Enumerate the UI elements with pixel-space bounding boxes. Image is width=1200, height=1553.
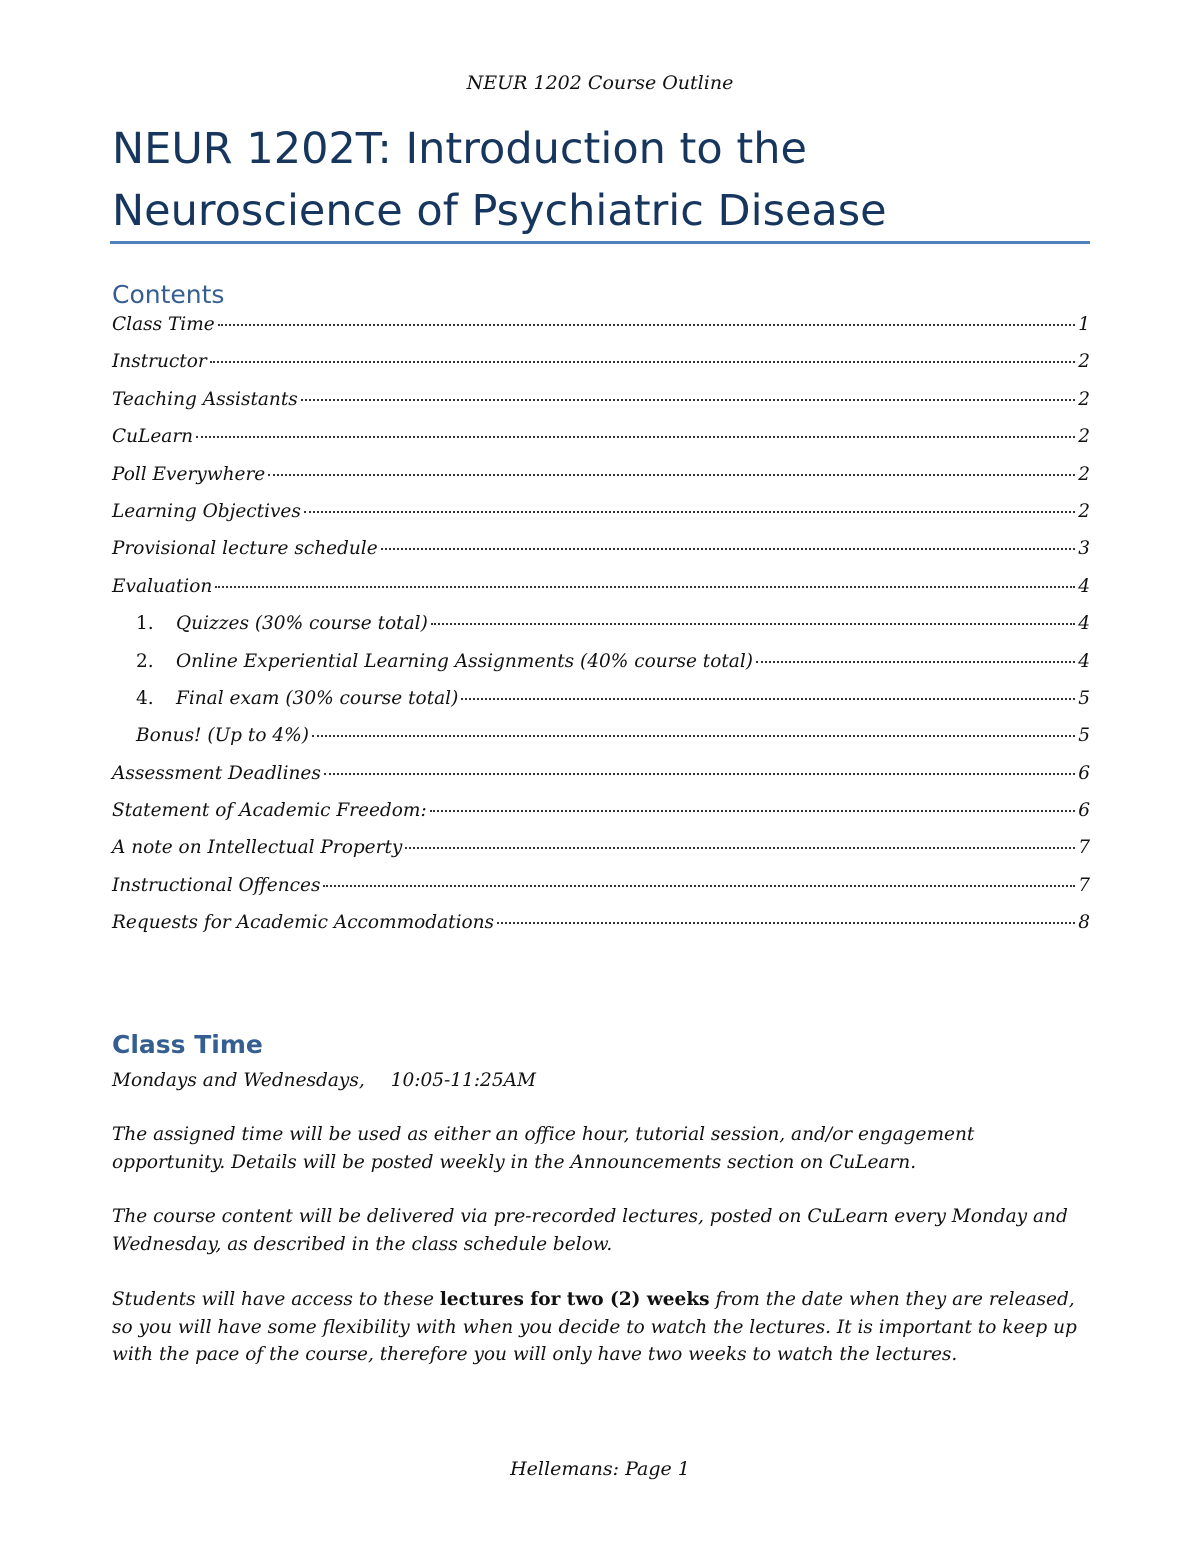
section-heading-class-time: Class Time xyxy=(112,1030,263,1059)
paragraph-3-emphasis: lectures for two (2) weeks xyxy=(439,1289,710,1310)
toc-entry-text: Teaching Assistants xyxy=(112,388,298,410)
toc-dot-leader xyxy=(461,698,1075,700)
title-line-1: NEUR 1202T: Introduction to the xyxy=(112,124,807,174)
toc-entry-number: 4. xyxy=(136,687,154,709)
toc-page-number: 5 xyxy=(1078,725,1090,747)
running-header: NEUR 1202 Course Outline xyxy=(466,72,734,94)
toc-dot-leader xyxy=(210,361,1076,363)
running-footer: Hellemans: Page 1 xyxy=(510,1458,690,1480)
toc-entry-text: Instructor xyxy=(112,351,207,373)
toc-page-number: 2 xyxy=(1078,426,1090,448)
toc-dot-leader xyxy=(756,661,1075,663)
toc-dot-leader xyxy=(324,773,1075,775)
toc-entry-academic-accommodations[interactable] xyxy=(112,912,1090,949)
toc-dot-leader xyxy=(405,847,1075,849)
toc-dot-leader xyxy=(304,511,1075,513)
toc-dot-leader xyxy=(196,436,1075,438)
class-time-paragraph-1: The assigned time will be used as either an office hour, tutorial session, and/or engagement opportunity. Details will be posted weekly in the Announcements section on CuLearn. xyxy=(112,1124,975,1173)
toc-entry-class-time[interactable] xyxy=(112,314,1090,351)
toc-entry-text: Provisional lecture schedule xyxy=(112,538,378,560)
toc-entry-bonus[interactable] xyxy=(112,725,1090,762)
toc-entry-culearn[interactable] xyxy=(112,426,1090,463)
toc-page-number: 8 xyxy=(1078,912,1090,934)
toc-entry-instructional-offences[interactable] xyxy=(112,875,1090,912)
toc-entry-evaluation[interactable] xyxy=(112,576,1090,613)
toc-page-number: 2 xyxy=(1078,463,1090,485)
toc-entry-teaching-assistants[interactable] xyxy=(112,389,1090,426)
toc-dot-leader xyxy=(430,810,1076,812)
table-of-contents xyxy=(112,314,1090,950)
toc-page-number: 6 xyxy=(1078,762,1090,784)
toc-entry-text: Quizzes (30% course total) xyxy=(176,613,428,635)
toc-entry-assessment-deadlines[interactable] xyxy=(112,763,1090,800)
toc-page-number: 4 xyxy=(1078,650,1090,672)
toc-entry-poll-everywhere[interactable] xyxy=(112,464,1090,501)
document-title xyxy=(112,118,1092,242)
toc-dot-leader xyxy=(431,623,1075,625)
toc-dot-leader xyxy=(218,324,1076,326)
toc-page-number: 6 xyxy=(1078,800,1090,822)
toc-entry-quizzes[interactable] xyxy=(112,613,1090,650)
paragraph-3-start: Students will have access to these xyxy=(112,1289,440,1310)
toc-page-number: 7 xyxy=(1078,837,1090,859)
toc-page-number: 1 xyxy=(1078,314,1090,335)
toc-entry-text: Assessment Deadlines xyxy=(112,762,321,784)
class-time-paragraph-3 xyxy=(112,1286,1092,1369)
toc-page-number: 7 xyxy=(1078,874,1090,896)
toc-entry-text: Online Experiential Learning Assignments (40% course total) xyxy=(176,650,753,672)
toc-page-number: 2 xyxy=(1078,351,1090,373)
toc-entry-text: Statement of Academic Freedom: xyxy=(112,800,427,822)
toc-entry-final-exam[interactable] xyxy=(112,688,1090,725)
paragraph-3-end: from the date when they are released, so you will have some flexibility with when you decide to watch the lectures. It is important to keep up with the pace of the course, therefore you will only have two weeks to watch the lectures. xyxy=(112,1289,1077,1365)
toc-dot-leader xyxy=(215,586,1075,588)
toc-dot-leader xyxy=(312,735,1075,737)
toc-dot-leader xyxy=(323,885,1075,887)
toc-entry-text: Class Time xyxy=(112,314,215,335)
toc-entry-online-assignments[interactable] xyxy=(112,651,1090,688)
toc-page-number: 4 xyxy=(1078,613,1090,635)
toc-entry-text: Learning Objectives xyxy=(112,500,301,522)
toc-entry-learning-objectives[interactable] xyxy=(112,501,1090,538)
class-schedule-line xyxy=(112,1067,1092,1095)
toc-entry-academic-freedom[interactable] xyxy=(112,800,1090,837)
title-underline xyxy=(110,241,1090,244)
toc-entry-instructor[interactable] xyxy=(112,351,1090,388)
toc-page-number: 2 xyxy=(1078,388,1090,410)
toc-page-number: 4 xyxy=(1078,575,1090,597)
class-time-paragraph-2: The course content will be delivered via pre-recorded lectures, posted on CuLearn every Monday and Wednesday, as described in the class schedule below. xyxy=(112,1206,1068,1255)
schedule-time: 10:05-11:25AM xyxy=(390,1070,536,1091)
toc-heading: Contents xyxy=(112,280,225,309)
toc-entry-number: 2. xyxy=(136,650,154,672)
toc-entry-text: Requests for Academic Accommodations xyxy=(112,912,495,934)
toc-dot-leader xyxy=(301,399,1075,401)
toc-page-number: 3 xyxy=(1078,538,1090,560)
toc-entry-text: Final exam (30% course total) xyxy=(176,687,459,709)
toc-entry-text: CuLearn xyxy=(112,426,194,448)
toc-dot-leader xyxy=(268,474,1075,476)
toc-entry-intellectual-property[interactable] xyxy=(112,837,1090,874)
toc-dot-leader xyxy=(381,548,1076,550)
toc-entry-text: Bonus! (Up to 4%) xyxy=(136,725,309,747)
toc-entry-text: A note on Intellectual Property xyxy=(112,837,403,859)
title-line-2: Neuroscience of Psychiatric Disease xyxy=(112,186,887,236)
toc-page-number: 2 xyxy=(1078,500,1090,522)
schedule-days: Mondays and Wednesdays, xyxy=(112,1070,365,1091)
toc-dot-leader xyxy=(497,922,1075,924)
toc-entry-lecture-schedule[interactable] xyxy=(112,538,1090,575)
toc-entry-text: Instructional Offences xyxy=(112,874,321,896)
toc-page-number: 5 xyxy=(1078,687,1090,709)
toc-entry-text: Poll Everywhere xyxy=(112,463,266,485)
toc-entry-number: 1. xyxy=(136,613,154,635)
toc-entry-text: Evaluation xyxy=(112,575,213,597)
